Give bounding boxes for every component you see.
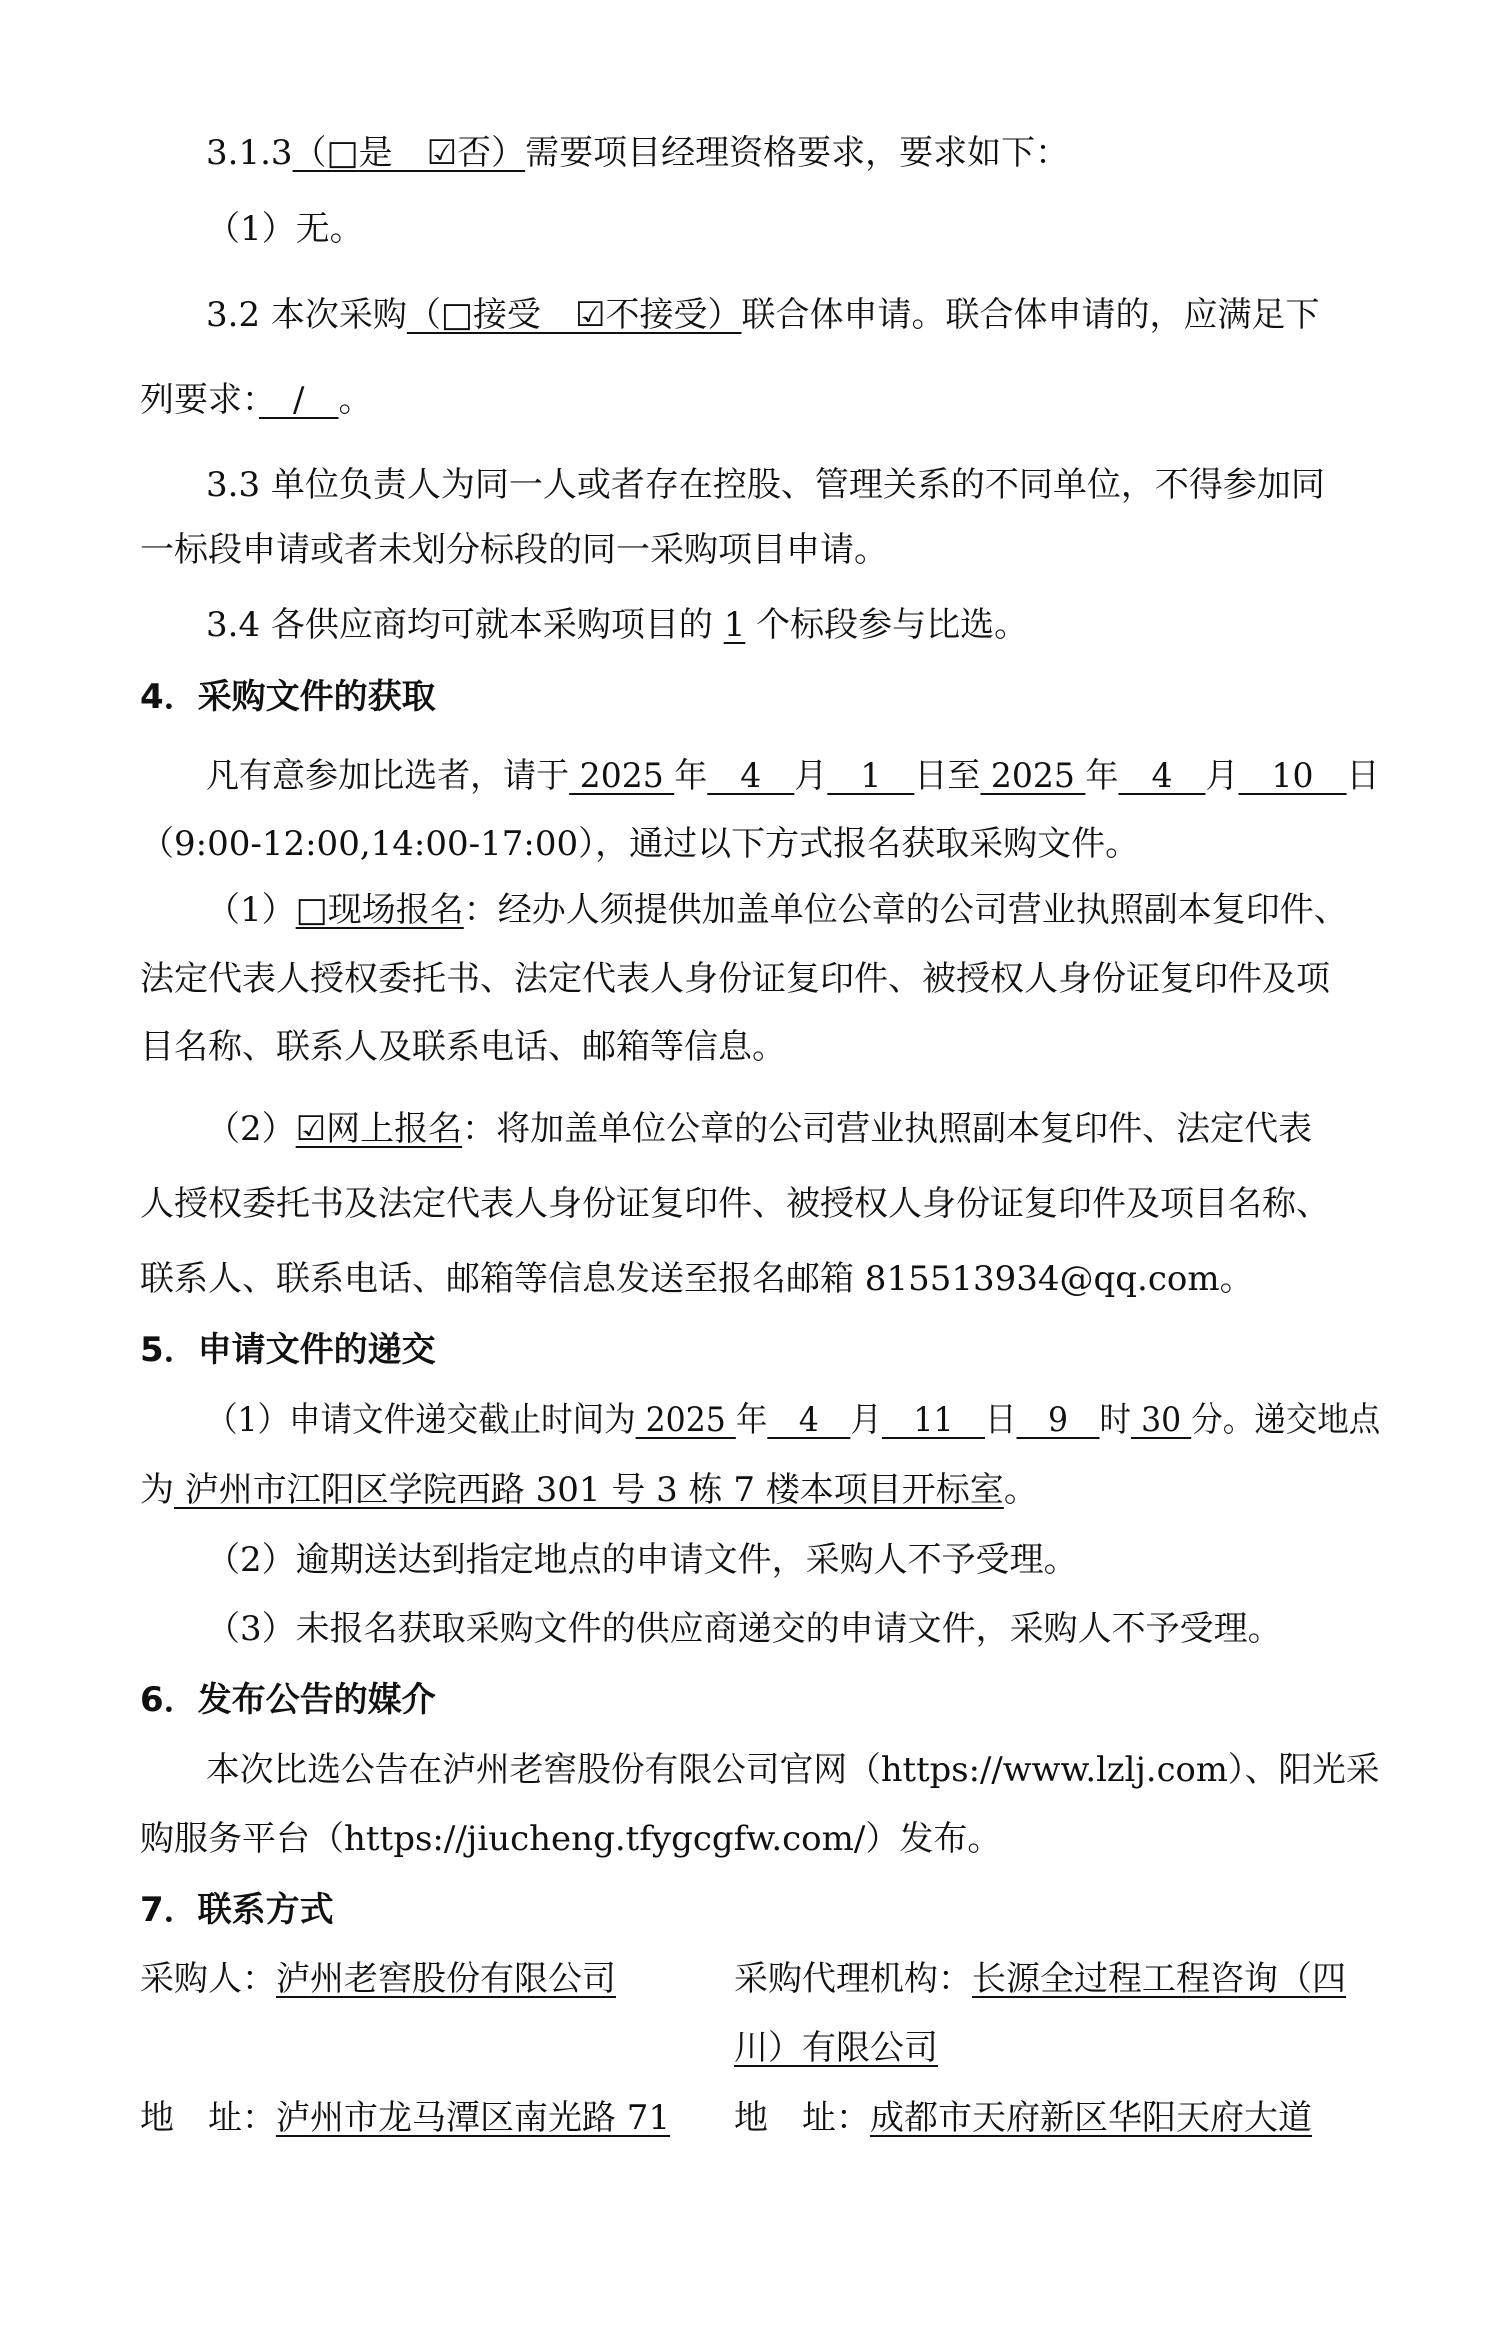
- agent-address-row: 地 址：成都市天府新区华阳天府大道: [734, 2098, 1312, 2138]
- media-line-1: 本次比选公告在泸州老窖股份有限公司官网（https://www.lzlj.com）、阳光采: [206, 1750, 1380, 1790]
- clause-3-1-3-item-1: （1）无。: [206, 209, 364, 249]
- online-registration-line-3: 联系人、联系电话、邮箱等信息发送至报名邮箱 815513934@qq.com。: [140, 1259, 1254, 1299]
- agent-name-cont: 川）有限公司: [734, 2028, 938, 2068]
- buyer-address-row: 地 址：泸州市龙马潭区南光路 71: [140, 2098, 671, 2138]
- clause-3-3-line-1: 3.3 单位负责人为同一人或者存在控股、管理关系的不同单位，不得参加同: [206, 465, 1325, 505]
- agent-address: 成都市天府新区华阳天府大道: [870, 2098, 1312, 2138]
- agent-row: 采购代理机构：长源全过程工程咨询（四: [734, 1959, 1346, 1999]
- media-line-2: 购服务平台（https://jiucheng.tfygcgfw.com/）发布。: [140, 1819, 1002, 1859]
- online-registration: （2）☑网上报名：将加盖单位公章的公司营业执照副本复印件、法定代表: [206, 1109, 1313, 1149]
- late-submission-note: （2）逾期送达到指定地点的申请文件，采购人不予受理。: [206, 1540, 1078, 1580]
- agent-name: 长源全过程工程咨询（四: [972, 1959, 1346, 1999]
- consortium-requirements: /: [259, 380, 339, 420]
- clause-3-1-3: 3.1.3（□是 ☑否）需要项目经理资格要求，要求如下：: [206, 133, 1070, 173]
- onsite-registration-line-3: 目名称、联系人及联系电话、邮箱等信息。: [140, 1027, 786, 1067]
- option-consortium: （□接受 ☑不接受）: [406, 295, 742, 335]
- agent-row-2: [734, 2024, 938, 2072]
- section-heading-4: 4．采购文件的获取: [140, 677, 436, 717]
- online-registration-checkbox: ☑网上报名: [295, 1109, 463, 1149]
- buyer-row: 采购人：泸州老窖股份有限公司: [140, 1959, 616, 1999]
- clause-3-2-cont: 列要求： / 。: [140, 380, 373, 420]
- online-registration-line-2: 人授权委托书及法定代表人身份证复印件、被授权人身份证复印件及项目名称、: [140, 1184, 1330, 1224]
- submission-address: 泸州市江阳区学院西路 301 号 3 栋 7 楼本项目开标室: [174, 1470, 1004, 1510]
- clause-3-4: 3.4 各供应商均可就本采购项目的 1 个标段参与比选。: [206, 605, 1029, 645]
- onsite-registration-line-2: 法定代表人授权委托书、法定代表人身份证复印件、被授权人身份证复印件及项: [140, 959, 1330, 999]
- onsite-registration-checkbox: □现场报名: [295, 890, 464, 930]
- section-heading-6: 6．发布公告的媒介: [140, 1680, 436, 1720]
- clause-3-2: 3.2 本次采购（□接受 ☑不接受）联合体申请。联合体申请的，应满足下: [206, 295, 1320, 335]
- unregistered-submission-note: （3）未报名获取采购文件的供应商递交的申请文件，采购人不予受理。: [206, 1609, 1282, 1649]
- clause-3-3-line-2: 一标段申请或者未划分标段的同一采购项目申请。: [140, 530, 888, 570]
- option-manager-qualification: （□是 ☑否）: [292, 133, 526, 173]
- section-heading-7: 7．联系方式: [140, 1890, 334, 1930]
- buyer-name: 泸州老窖股份有限公司: [276, 1959, 616, 1999]
- purchase-period: 凡有意参加比选者，请于 2025 年 4 月 1 日至 2025 年 4 月 10 日: [206, 756, 1380, 796]
- submission-place: 为 泸州市江阳区学院西路 301 号 3 栋 7 楼本项目开标室。: [140, 1470, 1038, 1510]
- lot-count: 1: [723, 605, 746, 645]
- submission-deadline: （1）申请文件递交截止时间为 2025 年 4 月 11 日 9 时 30 分。递交地点: [206, 1400, 1381, 1440]
- purchase-hours: （9:00-12:00,14:00-17:00），通过以下方式报名获取采购文件。: [140, 824, 1140, 864]
- buyer-address: 泸州市龙马潭区南光路 71: [276, 2098, 671, 2138]
- section-heading-5: 5．申请文件的递交: [140, 1330, 436, 1370]
- onsite-registration: （1）□现场报名：经办人须提供加盖单位公章的公司营业执照副本复印件、: [206, 890, 1348, 930]
